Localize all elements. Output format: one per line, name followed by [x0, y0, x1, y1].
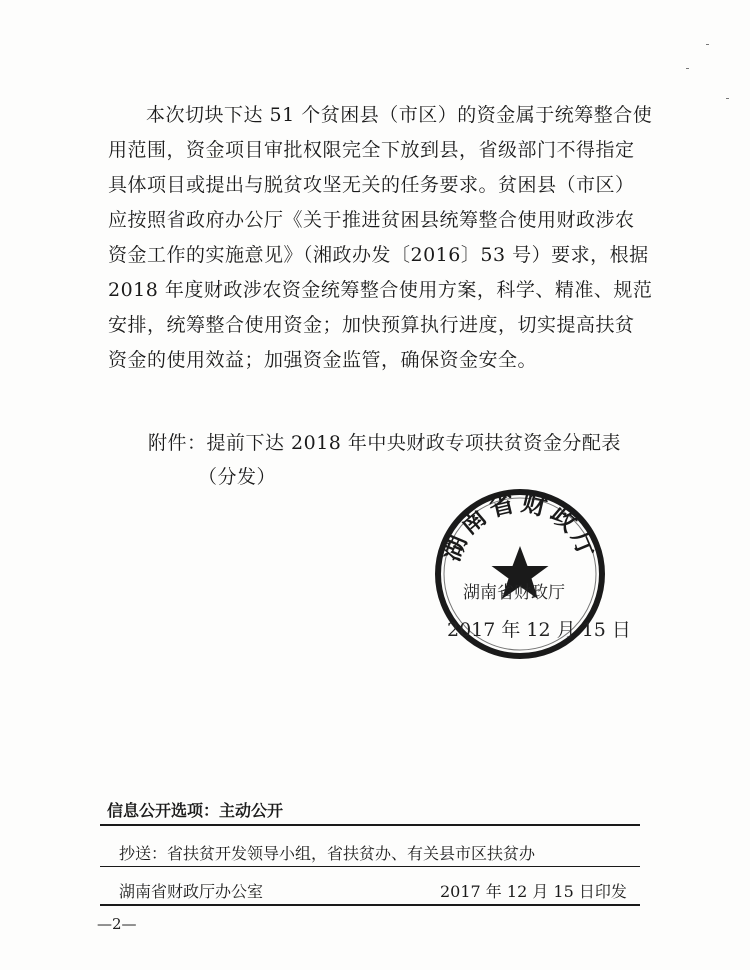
body-line-1: 本次切块下达 51 个贫困县（市区）的资金属于统筹整合使 — [146, 104, 653, 126]
issuer-office: 湖南省财政厅办公室 — [119, 882, 264, 901]
body-line-8: 资金的使用效益；加强资金监管，确保资金安全。 — [108, 349, 538, 371]
signature-date: 2017 年 12 月 15 日 — [447, 619, 631, 641]
scan-speck — [706, 44, 709, 45]
footer-divider-bottom — [100, 904, 640, 906]
body-line-4: 应按照省政府办公厅《关于推进贫困县统筹整合使用财政涉农 — [108, 209, 635, 231]
page-number: —2— — [97, 915, 137, 933]
footer-divider-middle — [100, 866, 640, 867]
signature-org: 湖南省财政厅 — [463, 583, 565, 603]
seal-arc-text: 湖南省财政厅 — [436, 488, 604, 566]
attachment-line: 附件：提前下达 2018 年中央财政专项扶贫资金分配表 — [148, 432, 621, 454]
body-line-6: 2018 年度财政涉农资金统筹整合使用方案，科学、精准、规范 — [108, 279, 653, 301]
cc-line: 抄送：省扶贫开发领导小组，省扶贫办、有关县市区扶贫办 — [119, 844, 536, 863]
attachment-distribution: （分发） — [198, 466, 277, 488]
attachment-note — [148, 426, 621, 494]
body-line-5: 资金工作的实施意见》（湘政办发〔2016〕53 号）要求，根据 — [108, 244, 649, 266]
body-paragraph — [108, 98, 653, 378]
footer-divider-top — [100, 824, 640, 826]
body-line-7: 安排，统筹整合使用资金；加快预算执行进度，切实提高扶贫 — [108, 314, 635, 336]
scan-speck — [686, 68, 689, 69]
body-line-2: 用范围，资金项目审批权限完全下放到县，省级部门不得指定 — [108, 139, 635, 161]
scan-speck — [726, 98, 729, 99]
print-date: 2017 年 12 月 15 日印发 — [440, 882, 627, 901]
disclosure-option: 信息公开选项：主动公开 — [107, 801, 284, 820]
body-line-3: 具体项目或提出与脱贫攻坚无关的任务要求。贫困县（市区） — [108, 174, 635, 196]
